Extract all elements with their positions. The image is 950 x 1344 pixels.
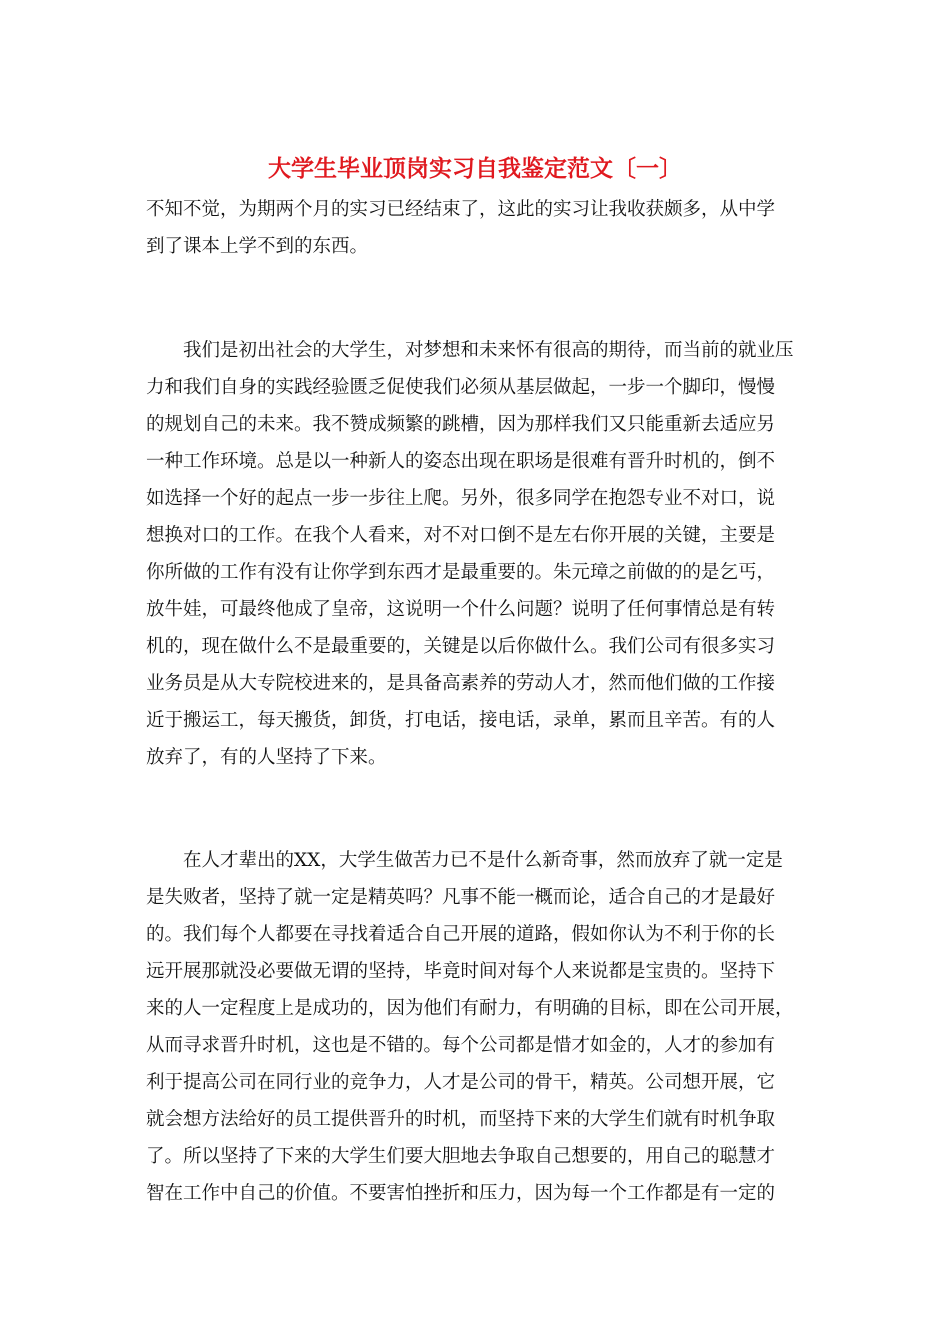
paragraph-2-line-6: 想换对口的工作。在我个人看来，对不对口倒不是左右你开展的关键，主要是 bbox=[146, 525, 776, 546]
paragraph-3-line-2: 是失败者，坚持了就一定是精英吗？凡事不能一概而论，适合自己的才是最好 bbox=[146, 887, 776, 908]
paragraph-2-line-12: 放弃了，有的人坚持了下来。 bbox=[146, 747, 387, 768]
paragraph-2-line-4: 一种工作环境。总是以一种新人的姿态出现在职场是很难有晋升时机的，倒不 bbox=[146, 451, 776, 472]
paragraph-2-line-2: 力和我们自身的实践经验匮乏促使我们必须从基层做起，一步一个脚印，慢慢 bbox=[146, 377, 776, 398]
document-title: 大学生毕业顶岗实习自我鉴定范文〔一〕 bbox=[268, 155, 682, 182]
paragraph-2-line-9: 机的，现在做什么不是最重要的，关键是以后你做什么。我们公司有很多实习 bbox=[146, 636, 776, 657]
paragraph-2-line-11: 近于搬运工，每天搬货，卸货，打电话，接电话，录单，累而且辛苦。有的人 bbox=[146, 710, 776, 731]
paragraph-2-line-8: 放牛娃，可最终他成了皇帝，这说明一个什么问题？说明了任何事情总是有转 bbox=[146, 599, 776, 620]
paragraph-2-line-7: 你所做的工作有没有让你学到东西才是最重要的。朱元璋之前做的的是乞丐， bbox=[146, 562, 776, 583]
paragraph-3-line-6: 从而寻求晋升时机，这也是不错的。每个公司都是惜才如金的，人才的参加有 bbox=[146, 1035, 776, 1056]
paragraph-2-line-5: 如选择一个好的起点一步一步往上爬。另外，很多同学在抱怨专业不对口，说 bbox=[146, 488, 776, 509]
paragraph-3-line-4: 远开展那就没必要做无谓的坚持，毕竟时间对每个人来说都是宝贵的。坚持下 bbox=[146, 961, 776, 982]
paragraph-3-line-8: 就会想方法给好的员工提供晋升的时机，而坚持下来的大学生们就有时机争取 bbox=[146, 1109, 776, 1130]
paragraph-2-line-3: 的规划自己的未来。我不赞成频繁的跳槽，因为那样我们又只能重新去适应另 bbox=[146, 414, 776, 435]
paragraph-3-line-7: 利于提高公司在同行业的竞争力，人才是公司的骨干，精英。公司想开展，它 bbox=[146, 1072, 776, 1093]
paragraph-2-line-1: 我们是初出社会的大学生，对梦想和未来怀有很高的期待，而当前的就业压 bbox=[146, 340, 794, 361]
paragraph-3-line-9: 了。所以坚持了下来的大学生们要大胆地去争取自己想要的，用自己的聪慧才 bbox=[146, 1146, 776, 1167]
paragraph-2-line-10: 业务员是从大专院校进来的，是具备高素养的劳动人才，然而他们做的工作接 bbox=[146, 673, 776, 694]
paragraph-3-line-5: 来的人一定程度上是成功的，因为他们有耐力，有明确的目标，即在公司开展， bbox=[146, 998, 794, 1019]
paragraph-1-line-2: 到了课本上学不到的东西。 bbox=[146, 236, 369, 257]
paragraph-3-line-1: 在人才辈出的XX，大学生做苦力已不是什么新奇事，然而放弃了就一定是 bbox=[146, 850, 783, 871]
paragraph-3-line-3: 的。我们每个人都要在寻找着适合自己开展的道路，假如你认为不利于你的长 bbox=[146, 924, 776, 945]
paragraph-1-line-1: 不知不觉，为期两个月的实习已经结束了，这此的实习让我收获颇多，从中学 bbox=[146, 199, 776, 220]
paragraph-3-line-10: 智在工作中自己的价值。不要害怕挫折和压力，因为每一个工作都是有一定的 bbox=[146, 1183, 776, 1204]
